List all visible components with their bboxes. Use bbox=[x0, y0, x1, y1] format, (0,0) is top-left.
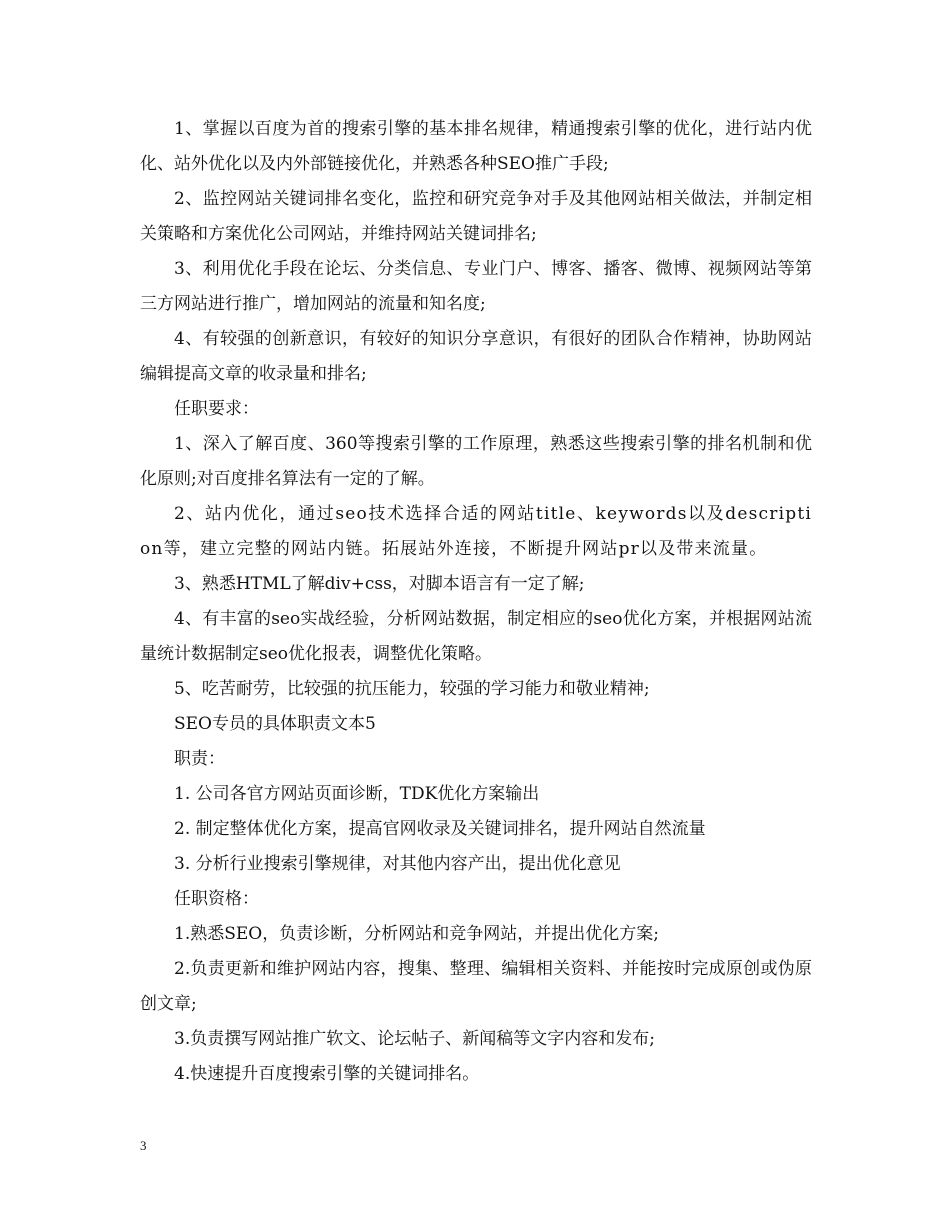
section-title: SEO专员的具体职责文本5 bbox=[174, 714, 376, 734]
paragraph: 5、吃苦耐劳，比较强的抗压能力，较强的学习能力和敬业精神; bbox=[174, 679, 650, 699]
list-item: 3. 分析行业搜索引擎规律，对其他内容产出，提出优化意见 bbox=[174, 854, 621, 874]
list-item: 2.负责更新和维护网站内容，搜集、整理、编辑相关资料、并能按时完成原创或伪原创文章; bbox=[140, 959, 812, 1014]
page-number: 3 bbox=[140, 1138, 147, 1153]
list-item: 1.熟悉SEO，负责诊断，分析网站和竞争网站，并提出优化方案; bbox=[174, 924, 659, 944]
document-body bbox=[140, 112, 812, 1092]
paragraph: 2、监控网站关键词排名变化，监控和研究竞争对手及其他网站相关做法，并制定相关策略和方案优化公司网站，并维持网站关键词排名; bbox=[140, 189, 812, 244]
paragraph: 2、站内优化，通过seo技术选择合适的网站title、keywords以及description等，建立完整的网站内链。拓展站外连接，不断提升网站pr以及带来流量。 bbox=[140, 504, 812, 559]
paragraph: 1、掌握以百度为首的搜索引擎的基本排名规律，精通搜索引擎的优化，进行站内优化、站外优化以及内外部链接优化，并熟悉各种SEO推广手段; bbox=[140, 119, 812, 174]
list-item: 1. 公司各官方网站页面诊断，TDK优化方案输出 bbox=[174, 784, 540, 804]
paragraph: 1、深入了解百度、360等搜索引擎的工作原理，熟悉这些搜索引擎的排名机制和优化原则;对百度排名算法有一定的了解。 bbox=[140, 434, 812, 489]
paragraph: 4、有较强的创新意识，有较好的知识分享意识，有很好的团队合作精神，协助网站编辑提高文章的收录量和排名; bbox=[140, 329, 812, 384]
list-item: 2. 制定整体优化方案，提高官网收录及关键词排名，提升网站自然流量 bbox=[174, 819, 706, 839]
list-item: 3.负责撰写网站推广软文、论坛帖子、新闻稿等文字内容和发布; bbox=[174, 1029, 655, 1049]
section-heading: 任职要求： bbox=[174, 399, 259, 419]
section-heading: 职责： bbox=[174, 749, 225, 769]
paragraph: 3、熟悉HTML了解div+css，对脚本语言有一定了解; bbox=[174, 574, 585, 594]
paragraph: 3、利用优化手段在论坛、分类信息、专业门户、博客、播客、微博、视频网站等第三方网站进行推广，增加网站的流量和知名度; bbox=[140, 259, 812, 314]
section-heading: 任职资格： bbox=[174, 889, 259, 909]
list-item: 4.快速提升百度搜索引擎的关键词排名。 bbox=[174, 1064, 480, 1084]
paragraph: 4、有丰富的seo实战经验，分析网站数据，制定相应的seo优化方案，并根据网站流量统计数据制定seo优化报表，调整优化策略。 bbox=[140, 609, 812, 664]
